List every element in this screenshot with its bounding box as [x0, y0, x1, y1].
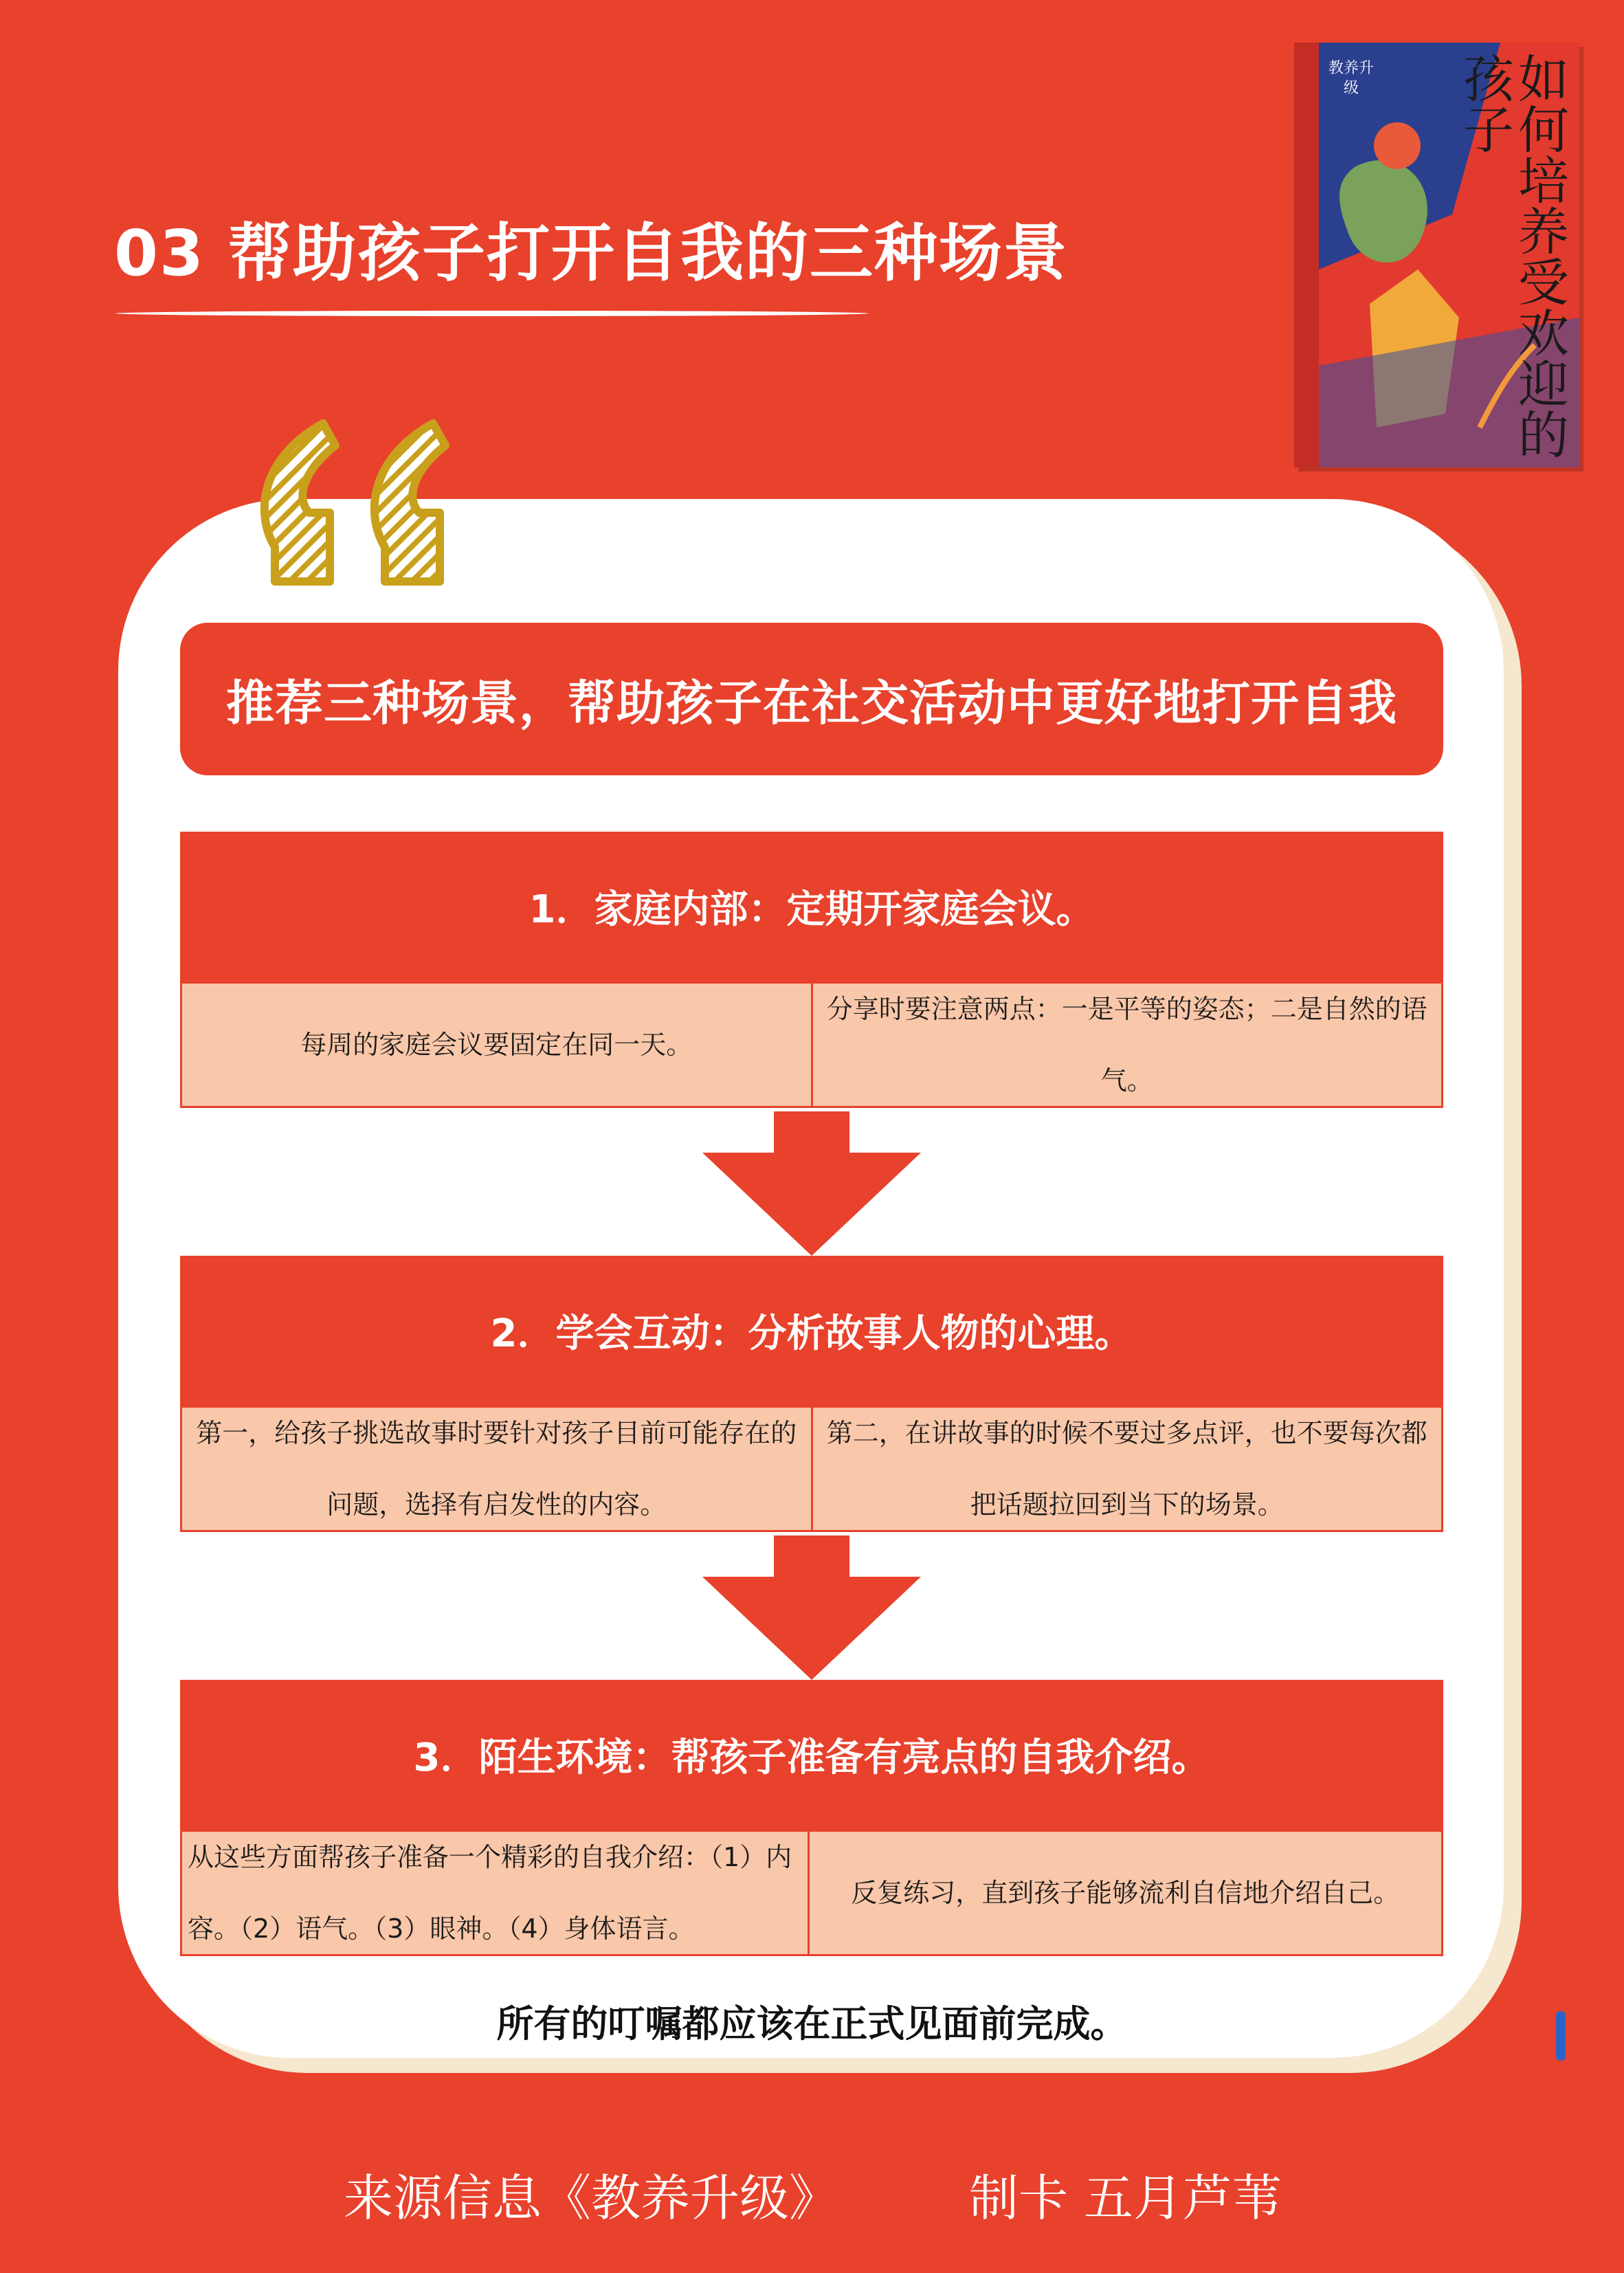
step-details — [180, 982, 1443, 1108]
step-detail-left: 每周的家庭会议要固定在同一天。 — [300, 1030, 693, 1060]
step-detail-right: 反复练习，直到孩子能够流利自信地介绍自己。 — [808, 1832, 1442, 1954]
down-arrow-icon — [702, 1535, 921, 1680]
title-underline — [115, 311, 869, 316]
step-detail-left: 从这些方面帮孩子准备一个精彩的自我介绍：（1）内容。（2）语气。（3）眼神。（4）身体语言。 — [188, 1842, 792, 1944]
step-1 — [180, 832, 1443, 1108]
closing-note: 所有的叮嘱都应该在正式见面前完成。 — [496, 2002, 1128, 2045]
step-heading: 2．学会互动：分析故事人物的心理。 — [180, 1256, 1443, 1406]
step-2 — [180, 1256, 1443, 1532]
book-title-line2: 孩子 — [1455, 52, 1514, 154]
footer-source: 来源信息《教养升级》 — [344, 2169, 839, 2227]
side-marker — [1556, 2011, 1566, 2061]
step-heading: 3．陌生环境：帮孩子准备有亮点的自我介绍。 — [180, 1680, 1443, 1830]
step-detail-right: 分享时要注意两点：一是平等的姿态；二是自然的语气。 — [811, 984, 1442, 1106]
quote-mark-icon — [247, 410, 460, 595]
step-3 — [180, 1680, 1443, 1956]
footer-credit: 制卡 五月芦苇 — [969, 2169, 1282, 2227]
summary-banner: 推荐三种场景，帮助孩子在社交活动中更好地打开自我 — [180, 623, 1443, 775]
book-title-line1: 如何培养受欢迎的 — [1510, 52, 1569, 459]
step-detail-right: 第二，在讲故事的时候不要过多点评，也不要每次都把话题拉回到当下的场景。 — [811, 1408, 1442, 1530]
step-heading: 1．家庭内部：定期开家庭会议。 — [180, 832, 1443, 982]
down-arrow-icon — [702, 1111, 921, 1256]
step-details — [180, 1830, 1443, 1956]
page-title: 03 帮助孩子打开自我的三种场景 — [114, 217, 1069, 290]
step-details — [180, 1406, 1443, 1532]
book-series-badge: 教养升级 — [1328, 60, 1374, 97]
step-detail-left: 第一，给孩子挑选故事时要针对孩子目前可能存在的问题，选择有启发性的内容。 — [196, 1418, 797, 1520]
book-cover-image — [1294, 43, 1579, 467]
